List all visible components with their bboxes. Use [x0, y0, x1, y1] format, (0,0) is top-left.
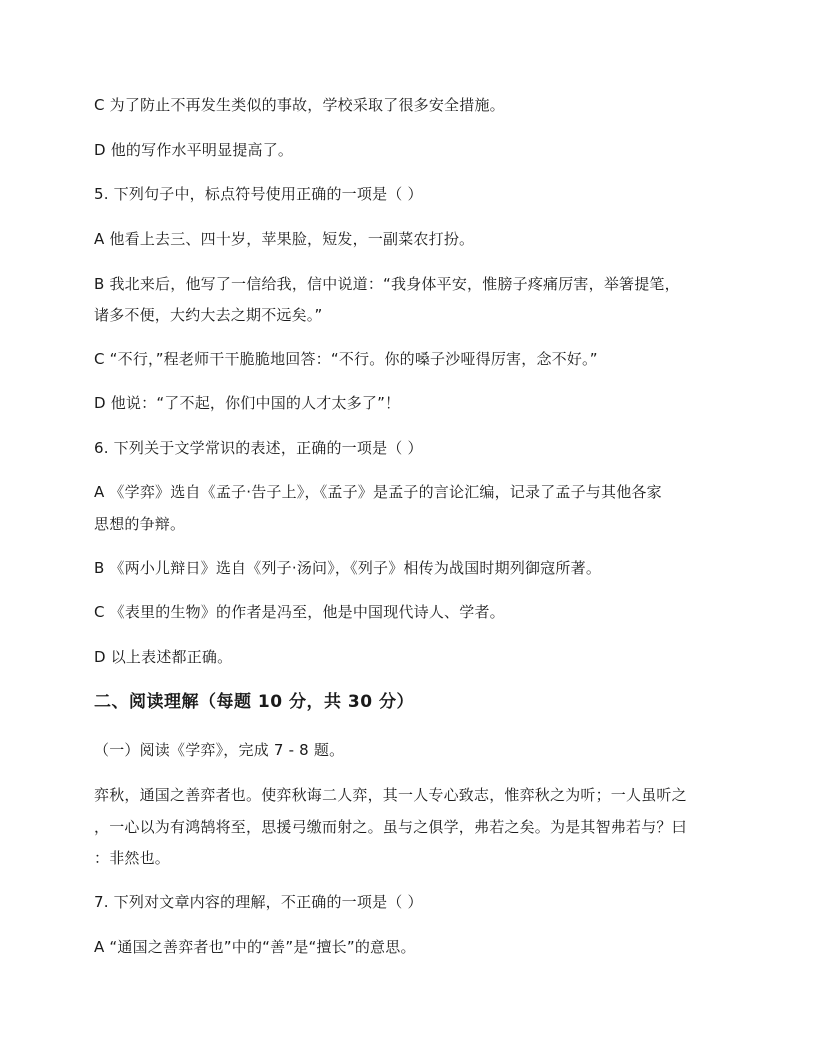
option-c-q5: C “不行，”程老师干干脆脆地回答：“不行。你的嗓子沙哑得厉害，念不好。” — [94, 350, 598, 368]
section-heading-reading: 二、阅读理解（每题 10 分，共 30 分） — [94, 692, 414, 712]
option-b-q5: B 我北来后，他写了一信给我，信中说道：“我身体平安，惟膀子疼痛厉害，举箸提笔， — [94, 275, 680, 293]
passage-line-2: ，一心以为有鸿鹄将至，思援弓缴而射之。虽与之俱学，弗若之矣。为是其智弗若与？曰 — [94, 818, 687, 836]
question-5: 5. 下列句子中，标点符号使用正确的一项是（ ） — [94, 185, 423, 203]
option-d-q6: D 以上表述都正确。 — [94, 648, 233, 666]
passage-line-3: ：非然也。 — [94, 849, 171, 867]
option-d-q5: D 他说：“了不起，你们中国的人才太多了”！ — [94, 394, 401, 412]
question-7: 7. 下列对文章内容的理解，不正确的一项是（ ） — [94, 893, 423, 911]
option-c-q6: C 《表里的生物》的作者是冯至，他是中国现代诗人、学者。 — [94, 603, 505, 621]
passage-line-1: 弈秋，通国之善弈者也。使弈秋诲二人弈，其一人专心致志，惟弈秋之为听；一人虽听之 — [94, 786, 687, 804]
option-b-q5-continued: 诸多不便，大约大去之期不远矣。” — [94, 306, 323, 324]
option-c-q4: C 为了防止不再发生类似的事故，学校采取了很多安全措施。 — [94, 96, 505, 114]
option-a-q6: A 《学弈》选自《孟子·告子上》，《孟子》是孟子的言论汇编，记录了孟子与其他各家 — [94, 483, 662, 501]
option-a-q7: A “通国之善弈者也”中的“善”是“擅长”的意思。 — [94, 938, 416, 956]
question-6: 6. 下列关于文学常识的表述，正确的一项是（ ） — [94, 439, 423, 457]
option-d-q4: D 他的写作水平明显提高了。 — [94, 141, 294, 159]
reading-instruction: （一）阅读《学弈》，完成 7 - 8 题。 — [94, 741, 345, 759]
option-a-q5: A 他看上去三、四十岁，苹果脸，短发，一副菜农打扮。 — [94, 230, 475, 248]
option-b-q6: B 《两小儿辩日》选自《列子·汤问》，《列子》相传为战国时期列御寇所著。 — [94, 559, 602, 577]
option-a-q6-continued: 思想的争辩。 — [94, 515, 186, 533]
